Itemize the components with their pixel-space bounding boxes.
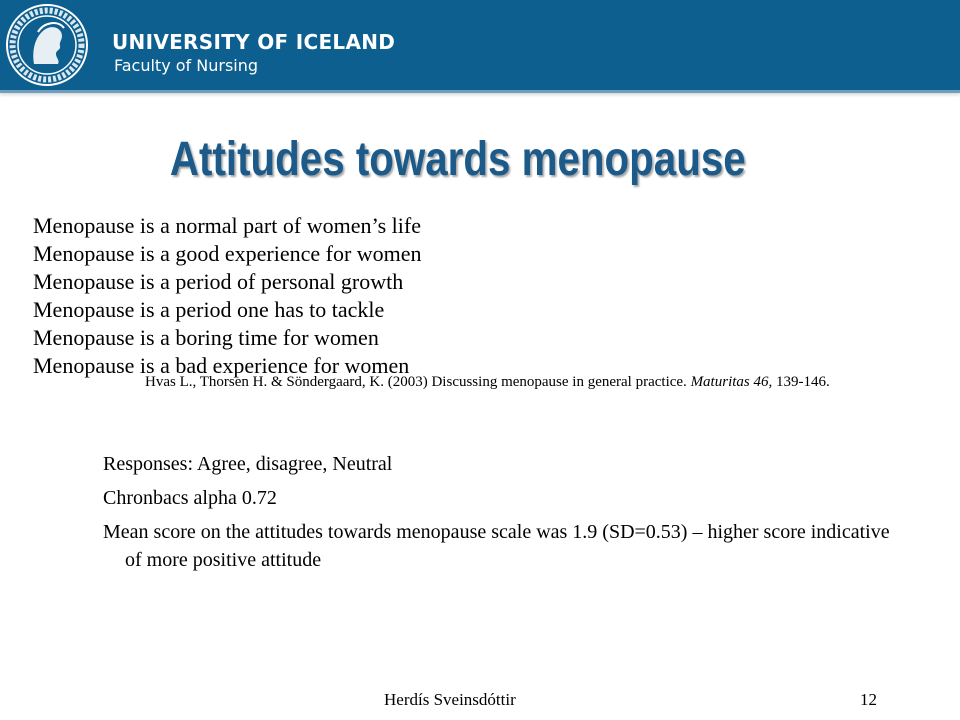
citation-authors: Hvas L., Thorsen H. & Söndergaard, K. (2003) Discussing menopause in general practice.: [145, 374, 691, 390]
citation-pages: 139-146.: [772, 374, 830, 390]
footer-author: Herdís Sveinsdóttir: [384, 690, 516, 709]
slide-title: Attitudes towards menopause: [169, 133, 746, 186]
results-block: [103, 450, 903, 584]
page-number: 12: [860, 690, 877, 709]
mean-score-text: Mean score on the attitudes towards menopause scale was 1.9 (SD=0.53) – higher score indicative of more positive attitude: [103, 521, 890, 571]
citation-journal: Maturitas: [690, 374, 750, 390]
statement-item: Menopause is a normal part of women’s life: [33, 213, 421, 238]
statement-item: Menopause is a good experience for women: [33, 241, 422, 266]
citation: [145, 374, 830, 391]
statement-item: Menopause is a bad experience for women: [33, 353, 410, 378]
statement-item: Menopause is a period one has to tackle: [33, 297, 385, 322]
responses-text: Responses: Agree, disagree, Neutral: [103, 453, 393, 475]
header-banner: [0, 0, 960, 93]
statement-item: Menopause is a boring time for women: [33, 325, 379, 350]
faculty-name: Faculty of Nursing: [114, 56, 259, 75]
statement-list: [33, 212, 422, 380]
university-seal-icon: [4, 2, 104, 88]
citation-volume: 46,: [749, 374, 773, 390]
university-name: UNIVERSITY OF ICELAND: [112, 30, 396, 54]
statement-item: Menopause is a period of personal growth: [33, 269, 404, 294]
alpha-text: Chronbacs alpha 0.72: [103, 487, 277, 509]
